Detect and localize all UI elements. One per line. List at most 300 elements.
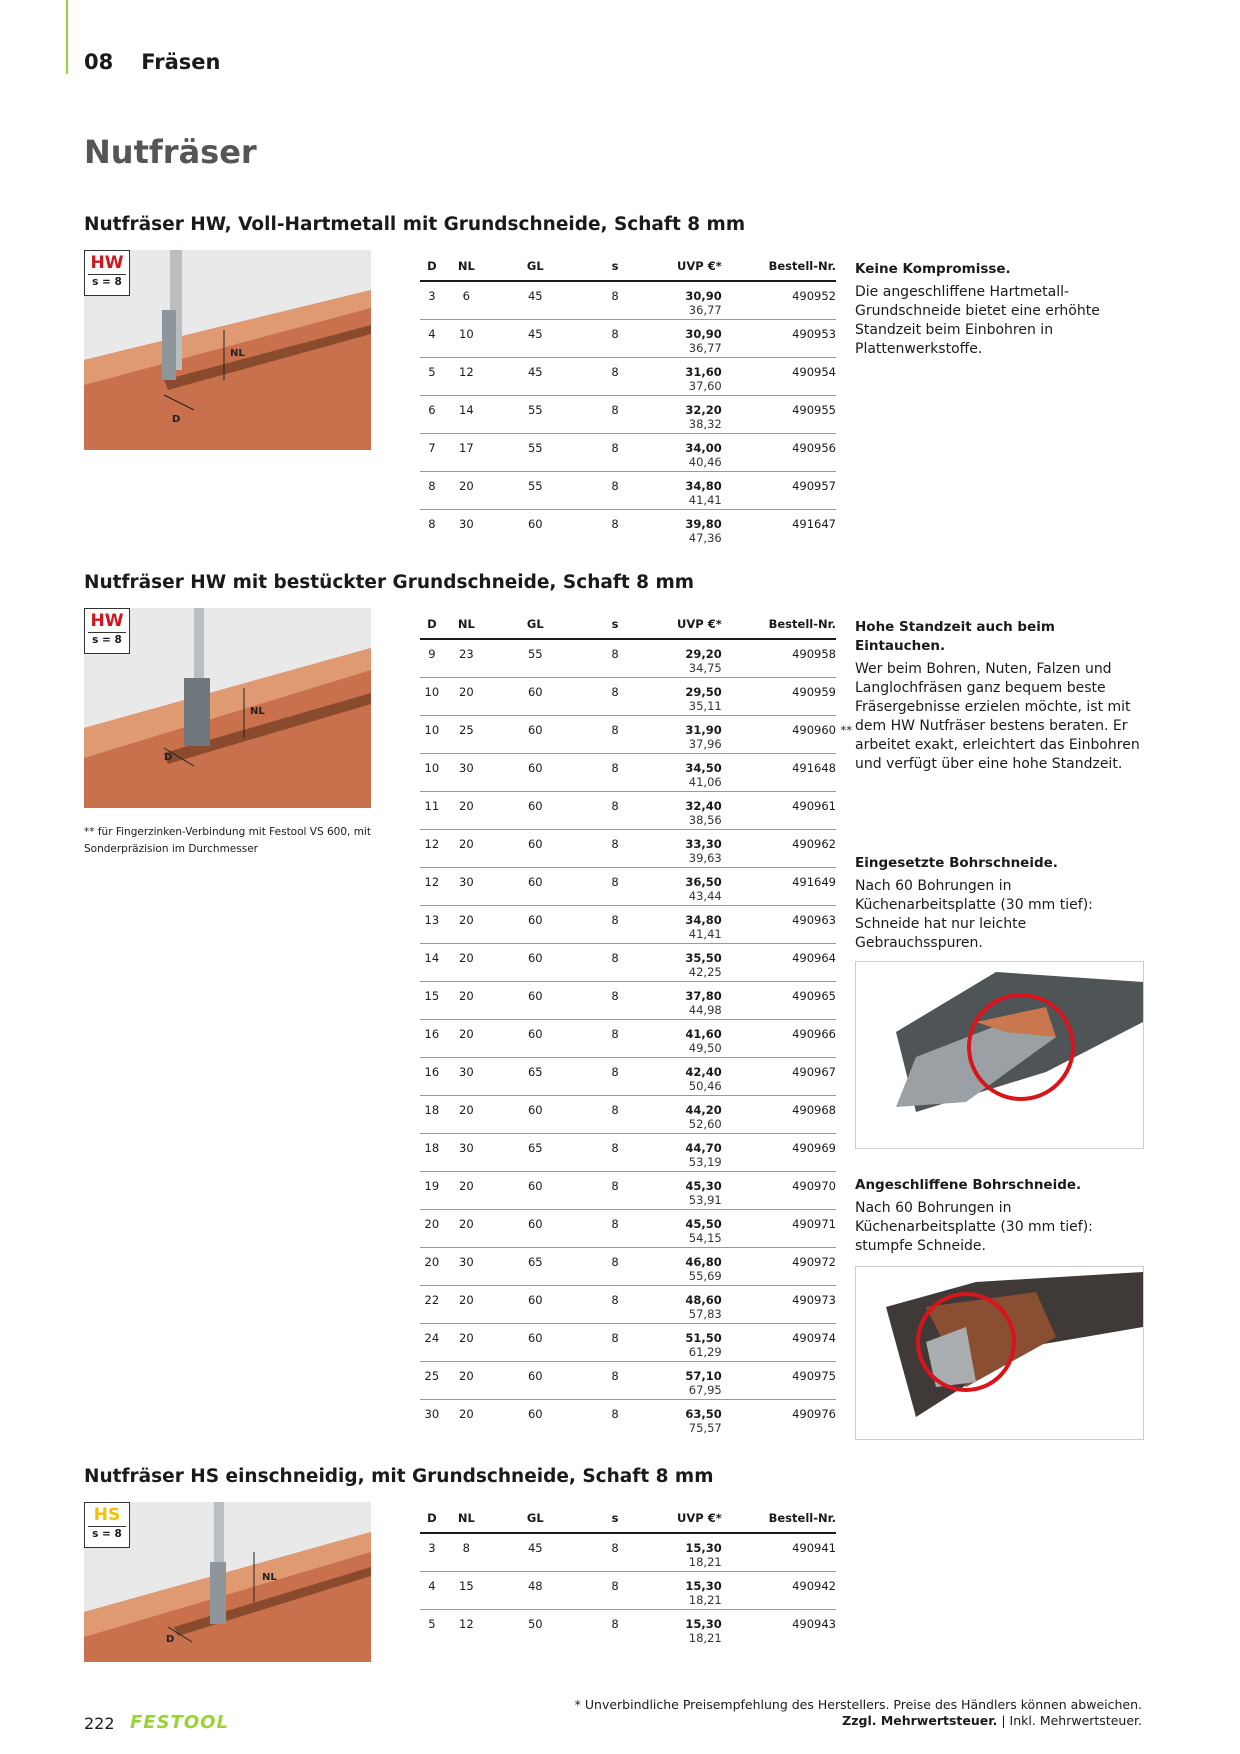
- cell-d: 12: [420, 830, 444, 868]
- table-row: [420, 906, 836, 944]
- cell-nl: 20: [444, 944, 489, 982]
- column-header: UVP €*: [648, 610, 721, 639]
- cell-s: 8: [582, 1096, 649, 1134]
- side-note-3: [855, 854, 1140, 953]
- order-number: 490953: [792, 327, 836, 341]
- uvp-price: 35,50: [685, 951, 722, 965]
- table-row: [420, 1362, 836, 1400]
- cell-order-number: [722, 1324, 836, 1362]
- cell-order-number: [722, 1533, 836, 1572]
- cell-d: 13: [420, 906, 444, 944]
- cell-d: 22: [420, 1286, 444, 1324]
- cell-d: 18: [420, 1134, 444, 1172]
- cell-order-number: [722, 1248, 836, 1286]
- gross-price: 18,21: [688, 1631, 722, 1645]
- cell-gl: 60: [489, 1172, 582, 1210]
- cell-order-number: [722, 1286, 836, 1324]
- order-number: 490967: [792, 1065, 836, 1079]
- side-note-heading: Angeschliffene Bohrschneide.: [855, 1177, 1082, 1193]
- table-row: [420, 639, 836, 678]
- diagram-label-d: D: [164, 752, 173, 763]
- cell-order-number: [722, 830, 836, 868]
- cell-gl: 60: [489, 716, 582, 754]
- cell-order-number: [722, 1572, 836, 1610]
- column-header: UVP €*: [648, 252, 721, 281]
- cell-s: 8: [582, 1286, 649, 1324]
- column-header: GL: [489, 1504, 582, 1533]
- section-1-product-photo: [84, 250, 371, 450]
- cell-s: 8: [582, 1400, 649, 1438]
- gross-price: 53,19: [688, 1155, 722, 1169]
- gross-price: 37,60: [688, 379, 722, 393]
- order-number: 490972: [792, 1255, 836, 1269]
- shaft-size: s = 8: [88, 632, 126, 647]
- table-row: [420, 1400, 836, 1438]
- section-1-title: Nutfräser HW, Voll-Hartmetall mit Grundschneide, Schaft 8 mm: [84, 214, 746, 235]
- uvp-price: 63,50: [685, 1407, 722, 1421]
- uvp-price: 44,70: [685, 1141, 722, 1155]
- order-number: 490968: [792, 1103, 836, 1117]
- cell-gl: 45: [489, 358, 582, 396]
- cell-d: 19: [420, 1172, 444, 1210]
- cell-d: 18: [420, 1096, 444, 1134]
- cell-order-number: [722, 1096, 836, 1134]
- gross-price: 53,91: [688, 1193, 722, 1207]
- cell-order-number: [722, 944, 836, 982]
- cell-nl: 20: [444, 678, 489, 716]
- cell-gl: 65: [489, 1134, 582, 1172]
- cell-gl: 60: [489, 792, 582, 830]
- cell-price: [648, 678, 721, 716]
- cell-d: 16: [420, 1058, 444, 1096]
- cell-d: 20: [420, 1210, 444, 1248]
- gross-price: 61,29: [688, 1345, 722, 1359]
- cell-d: 4: [420, 1572, 444, 1610]
- cell-d: 10: [420, 716, 444, 754]
- cell-nl: 20: [444, 830, 489, 868]
- price-note-line1: * Unverbindliche Preisempfehlung des Herstellers. Preise des Händlers können abweichen.: [574, 1697, 1142, 1712]
- cell-order-number: [722, 472, 836, 510]
- cell-price: [648, 1058, 721, 1096]
- cell-price: [648, 830, 721, 868]
- column-header: D: [420, 252, 444, 281]
- gross-price: 35,11: [688, 699, 722, 713]
- cell-price: [648, 434, 721, 472]
- table-row: [420, 281, 836, 320]
- cell-d: 3: [428, 289, 436, 303]
- cell-d: 15: [420, 982, 444, 1020]
- cell-gl: 60: [489, 1286, 582, 1324]
- column-header: NL: [444, 252, 489, 281]
- cell-nl: 30: [444, 868, 489, 906]
- side-note-4: [855, 1176, 1140, 1256]
- cell-s: 8: [582, 1172, 649, 1210]
- table-row: [420, 1572, 836, 1610]
- cell-s: 8: [582, 396, 649, 434]
- cell-order-number: [722, 678, 836, 716]
- cell-s: 8: [582, 868, 649, 906]
- column-header: Bestell-Nr.: [722, 252, 836, 281]
- cell-d: 7: [420, 434, 444, 472]
- column-header: GL: [489, 610, 582, 639]
- cell-price: [648, 1210, 721, 1248]
- gross-price: 49,50: [688, 1041, 722, 1055]
- cell-nl: 25: [444, 716, 489, 754]
- page-number: 222: [84, 1714, 115, 1733]
- table-row: [420, 1210, 836, 1248]
- table-row: [420, 1248, 836, 1286]
- side-note-1: [855, 260, 1140, 359]
- cell-s: 8: [582, 1572, 649, 1610]
- cell-d: 25: [420, 1362, 444, 1400]
- order-number: 490955: [792, 403, 836, 417]
- cell-nl: 23: [459, 647, 474, 661]
- cell-s: 8: [582, 434, 649, 472]
- column-header: NL: [444, 610, 489, 639]
- side-note-text: Wer beim Bohren, Nuten, Falzen und Langlochfräsen ganz bequem beste Fräsergebnisse erzielen möchte, ist mit dem HW Nutfräser bestens beraten. Er arbeitet exakt, erleichtert das Einbohren und verfügt über eine hohe Standzeit.: [855, 661, 1140, 772]
- page-title: Nutfräser: [84, 133, 257, 171]
- gross-price: 41,41: [688, 927, 722, 941]
- cell-price: [648, 281, 721, 320]
- cell-nl: 12: [444, 358, 489, 396]
- uvp-price: 41,60: [685, 1027, 722, 1041]
- cell-s: 8: [611, 289, 619, 303]
- cell-s: 8: [582, 1210, 649, 1248]
- price-note-bold: Zzgl. Mehrwertsteuer.: [842, 1713, 998, 1728]
- column-header: D: [420, 1504, 444, 1533]
- uvp-price: 31,60: [685, 365, 722, 379]
- cell-nl: 20: [444, 1210, 489, 1248]
- cell-order-number: [722, 906, 836, 944]
- material-code: HW: [90, 611, 124, 631]
- column-header: Bestell-Nr.: [722, 1504, 836, 1533]
- cell-nl: 20: [444, 1400, 489, 1438]
- cell-gl: 60: [489, 830, 582, 868]
- material-badge: [84, 1502, 130, 1548]
- material-badge: [84, 250, 130, 296]
- cell-order-number: [722, 754, 836, 792]
- order-number: 491649: [792, 875, 836, 889]
- uvp-price: 44,20: [685, 1103, 722, 1117]
- uvp-price: 32,20: [685, 403, 722, 417]
- cell-d: 5: [420, 1610, 444, 1648]
- order-number: 490956: [792, 441, 836, 455]
- footnote-marker: **: [840, 723, 852, 737]
- cell-price: [648, 1096, 721, 1134]
- column-header: s: [582, 610, 649, 639]
- column-header: UVP €*: [648, 1504, 721, 1533]
- gross-price: 75,57: [688, 1421, 722, 1435]
- diagram-label-nl: NL: [262, 1572, 277, 1583]
- cell-d: 10: [420, 678, 444, 716]
- order-number: 490970: [792, 1179, 836, 1193]
- gross-price: 18,21: [688, 1555, 722, 1569]
- uvp-price: 37,80: [685, 989, 722, 1003]
- gross-price: 36,77: [688, 303, 722, 317]
- order-number: 490969: [792, 1141, 836, 1155]
- cell-price: [648, 1324, 721, 1362]
- cell-nl: 20: [444, 1286, 489, 1324]
- cell-gl: 45: [527, 1541, 543, 1555]
- gross-price: 42,25: [688, 965, 722, 979]
- gross-price: 39,63: [688, 851, 722, 865]
- price-note: [575, 1697, 1142, 1729]
- cell-price: [648, 1533, 721, 1572]
- cell-s: 8: [582, 472, 649, 510]
- cell-s: 8: [582, 830, 649, 868]
- table-row: [420, 716, 836, 754]
- uvp-price: 15,30: [685, 1617, 722, 1631]
- uvp-price: 30,90: [685, 327, 722, 341]
- cell-gl: 60: [489, 510, 582, 548]
- cell-gl: 60: [489, 1400, 582, 1438]
- cell-nl: 10: [444, 320, 489, 358]
- cell-order-number: [722, 868, 836, 906]
- cell-s: 8: [582, 944, 649, 982]
- cell-order-number: [722, 1134, 836, 1172]
- uvp-price: 46,80: [685, 1255, 722, 1269]
- cell-nl: 8: [462, 1541, 470, 1555]
- cell-s: 8: [611, 1541, 619, 1555]
- chapter-accent-rule: [66, 0, 68, 74]
- side-note-heading: Eingesetzte Bohrschneide.: [855, 855, 1058, 871]
- uvp-price: 42,40: [685, 1065, 722, 1079]
- gross-price: 43,44: [688, 889, 722, 903]
- cell-nl: 20: [444, 1020, 489, 1058]
- gross-price: 36,77: [688, 341, 722, 355]
- cell-gl: 45: [489, 320, 582, 358]
- cell-price: [648, 472, 721, 510]
- order-number: 490965: [792, 989, 836, 1003]
- gross-price: 38,56: [688, 813, 722, 827]
- table-row: [420, 358, 836, 396]
- cell-price: [648, 1572, 721, 1610]
- cell-gl: 65: [489, 1058, 582, 1096]
- cell-s: 8: [582, 1324, 649, 1362]
- brand-logo: FESTOOL: [130, 1712, 229, 1733]
- column-header: NL: [444, 1504, 489, 1533]
- order-number: 490966: [792, 1027, 836, 1041]
- cell-s: 8: [582, 792, 649, 830]
- cell-price: [648, 1610, 721, 1648]
- section-2-product-photo: [84, 608, 371, 808]
- section-2-footnote: ** für Fingerzinken-Verbindung mit Festool VS 600, mit Sonderpräzision im Durchmesser: [84, 826, 371, 855]
- order-number: 490959: [792, 685, 836, 699]
- cell-price: [648, 396, 721, 434]
- uvp-price: 32,40: [685, 799, 722, 813]
- order-number: 491647: [792, 517, 836, 531]
- shaft-size: s = 8: [88, 1526, 126, 1541]
- order-number: 490971: [792, 1217, 836, 1231]
- cell-nl: 6: [462, 289, 470, 303]
- table-row: [420, 1172, 836, 1210]
- cell-gl: 60: [489, 906, 582, 944]
- cell-s: 8: [582, 1058, 649, 1096]
- order-number: 490964: [792, 951, 836, 965]
- uvp-price: 48,60: [685, 1293, 722, 1307]
- uvp-price: 34,00: [685, 441, 722, 455]
- cell-d: 8: [420, 472, 444, 510]
- section-2-title: Nutfräser HW mit bestückter Grundschneide, Schaft 8 mm: [84, 572, 695, 593]
- cell-order-number: [722, 358, 836, 396]
- table-row: [420, 510, 836, 548]
- uvp-price: 29,50: [685, 685, 722, 699]
- order-number: 490942: [792, 1579, 836, 1593]
- cell-s: 8: [582, 320, 649, 358]
- gross-price: 47,36: [688, 531, 722, 545]
- uvp-price: 33,30: [685, 837, 722, 851]
- cell-d: 14: [420, 944, 444, 982]
- uvp-price: 30,90: [685, 289, 722, 303]
- cell-gl: 65: [489, 1248, 582, 1286]
- side-note-2: [855, 618, 1140, 774]
- cell-order-number: [722, 510, 836, 548]
- gross-price: 38,32: [688, 417, 722, 431]
- cell-nl: 30: [444, 1134, 489, 1172]
- order-number: 490957: [792, 479, 836, 493]
- cell-order-number: [722, 982, 836, 1020]
- side-note-text: Nach 60 Bohrungen in Küchenarbeitsplatte (30 mm tief): stumpfe Schneide.: [855, 1200, 1093, 1254]
- table-row: [420, 320, 836, 358]
- cell-d: 4: [420, 320, 444, 358]
- table-row: [420, 944, 836, 982]
- column-header: Bestell-Nr.: [722, 610, 836, 639]
- table-row: [420, 754, 836, 792]
- cell-gl: 60: [489, 944, 582, 982]
- gross-price: 52,60: [688, 1117, 722, 1131]
- cell-s: 8: [582, 1610, 649, 1648]
- cell-order-number: [722, 639, 836, 678]
- table-row: [420, 1610, 836, 1648]
- chapter-heading: [84, 50, 220, 74]
- cell-d: 11: [420, 792, 444, 830]
- cell-s: 8: [582, 1362, 649, 1400]
- cell-price: [648, 1248, 721, 1286]
- table-row: [420, 1533, 836, 1572]
- cell-order-number: [722, 281, 836, 320]
- table-row: [420, 1324, 836, 1362]
- cell-gl: 60: [489, 1210, 582, 1248]
- cell-nl: 17: [444, 434, 489, 472]
- cell-s: 8: [582, 716, 649, 754]
- cell-price: [648, 1172, 721, 1210]
- cell-price: [648, 868, 721, 906]
- cell-nl: 15: [444, 1572, 489, 1610]
- gross-price: 37,96: [688, 737, 722, 751]
- cell-gl: 60: [489, 1362, 582, 1400]
- cell-gl: 60: [489, 1324, 582, 1362]
- cell-gl: 55: [489, 472, 582, 510]
- order-number: 490975: [792, 1369, 836, 1383]
- table-row: [420, 1020, 836, 1058]
- cell-s: 8: [582, 358, 649, 396]
- section-3-product-photo: [84, 1502, 371, 1662]
- cell-gl: 55: [489, 434, 582, 472]
- cell-d: 3: [428, 1541, 436, 1555]
- diagram-label-d: D: [172, 414, 181, 425]
- uvp-price: 15,30: [685, 1541, 722, 1555]
- gross-price: 55,69: [688, 1269, 722, 1283]
- order-number: 490976: [792, 1407, 836, 1421]
- diagram-label-nl: NL: [250, 706, 265, 717]
- side-note-text: Die angeschliffene Hartmetall-Grundschneide bietet eine erhöhte Standzeit beim Einbohren in Plattenwerkstoffe.: [855, 284, 1100, 357]
- cell-gl: 55: [489, 396, 582, 434]
- diagram-label-d: D: [166, 1634, 175, 1645]
- cell-gl: 60: [489, 1020, 582, 1058]
- cell-nl: 20: [444, 472, 489, 510]
- table-row: [420, 678, 836, 716]
- detail-photo-inserted-edge: [855, 961, 1144, 1149]
- cell-d: 9: [428, 647, 436, 661]
- cell-nl: 14: [444, 396, 489, 434]
- cell-d: 12: [420, 868, 444, 906]
- cell-nl: 20: [444, 906, 489, 944]
- uvp-price: 36,50: [685, 875, 722, 889]
- cell-order-number: [722, 1020, 836, 1058]
- cell-d: 6: [420, 396, 444, 434]
- cell-gl: 48: [489, 1572, 582, 1610]
- cell-gl: 55: [527, 647, 543, 661]
- cell-gl: 60: [489, 1096, 582, 1134]
- order-number: 490963: [792, 913, 836, 927]
- cell-nl: 30: [444, 1248, 489, 1286]
- cell-gl: 60: [489, 982, 582, 1020]
- cell-price: [648, 639, 721, 678]
- cell-order-number: [722, 396, 836, 434]
- side-note-text: Nach 60 Bohrungen in Küchenarbeitsplatte (30 mm tief): Schneide hat nur leichte Gebrauchsspuren.: [855, 878, 1093, 951]
- gross-price: 50,46: [688, 1079, 722, 1093]
- gross-price: 34,75: [688, 661, 722, 675]
- table-row: [420, 1096, 836, 1134]
- gross-price: 18,21: [688, 1593, 722, 1607]
- gross-price: 40,46: [688, 455, 722, 469]
- order-number: 490952: [792, 289, 836, 303]
- order-number: 490960: [792, 723, 836, 737]
- uvp-price: 29,20: [685, 647, 722, 661]
- material-code: HS: [93, 1505, 121, 1525]
- cell-price: [648, 1286, 721, 1324]
- diagram-label-nl: NL: [230, 348, 245, 359]
- cell-order-number: [722, 792, 836, 830]
- cell-s: 8: [582, 1020, 649, 1058]
- material-badge: [84, 608, 130, 654]
- table-row: [420, 868, 836, 906]
- order-number: 490958: [792, 647, 836, 661]
- table-row: [420, 396, 836, 434]
- cell-nl: 20: [444, 982, 489, 1020]
- column-header: D: [420, 610, 444, 639]
- column-header: s: [582, 1504, 649, 1533]
- gross-price: 67,95: [688, 1383, 722, 1397]
- cell-d: 10: [420, 754, 444, 792]
- cell-order-number: [722, 1058, 836, 1096]
- cell-nl: 20: [444, 1324, 489, 1362]
- section-3-table: [420, 1504, 836, 1647]
- cell-nl: 20: [444, 792, 489, 830]
- gross-price: 57,83: [688, 1307, 722, 1321]
- cell-gl: 60: [489, 754, 582, 792]
- cell-nl: 30: [444, 510, 489, 548]
- gross-price: 54,15: [688, 1231, 722, 1245]
- cell-nl: 12: [444, 1610, 489, 1648]
- order-number: 490962: [792, 837, 836, 851]
- detail-photo-ground-edge: [855, 1266, 1144, 1440]
- uvp-price: 31,90: [685, 723, 722, 737]
- uvp-price: 51,50: [685, 1331, 722, 1345]
- cell-nl: 30: [444, 1058, 489, 1096]
- order-number: 490961: [792, 799, 836, 813]
- cell-order-number: [722, 1210, 836, 1248]
